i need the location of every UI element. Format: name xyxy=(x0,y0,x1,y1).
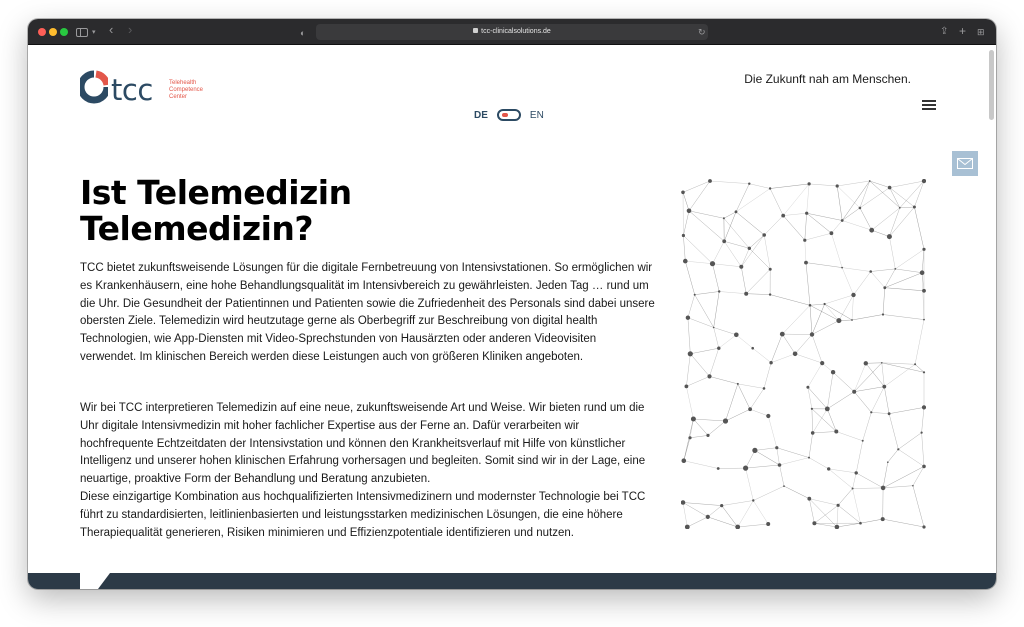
network-illustration xyxy=(681,179,926,529)
web-page xyxy=(28,46,996,589)
shield-icon[interactable]: ◐ xyxy=(300,28,306,38)
sidebar-icon[interactable] xyxy=(76,28,88,37)
language-toggle[interactable] xyxy=(497,109,521,121)
mail-icon xyxy=(957,158,973,169)
plus-icon[interactable]: + xyxy=(959,24,967,38)
tagline: Die Zukunft nah am Menschen. xyxy=(744,72,911,86)
lang-en-link[interactable]: EN xyxy=(529,109,544,121)
contact-mail-button[interactable] xyxy=(952,151,978,176)
detail-paragraph: Wir bei TCC interpretieren Telemedizin auf eine neue, zukunftsweisende Art und Weise. Wir bieten rund um die Uhr digitale Intensivmedizin mit hoher fachlicher Expertise aus der Ferne an. Dafür verarbeiten wir hochfrequente Echtzeitdaten der Intensivstation und können den Krankheitsverlauf mit Hilfe von künstlicher Intelligenz und unserer hohen klinischen Erfahrung vorhersagen und begleiten. Somit sind wir in der Lage, eine neuartige, proaktive Form der Behandlung und Beratung anzubieten. Diese einzigartige Kombination aus hochqualifizierten Intensivmedizinern und modernster Technologie bei TCC führt zu standardisierten, leitlinienbasierten und leistungsstarken medizinischen Lösungen, die eine höhere Therapiequalität generieren, Risiken minimieren und Effizienzpotentiale identifizieren und nutzen. xyxy=(80,402,646,539)
back-icon[interactable]: ‹ xyxy=(109,22,114,37)
footer-band xyxy=(28,573,996,589)
browser-titlebar xyxy=(28,19,996,45)
intro-paragraph: TCC bietet zukunftsweisende Lösungen für die digitale Fernbetreuung von Intensivstationen. So ermöglichen wir es Krankenhäusern, eine hohe Behandlungsqualität im Intensivbereich zu gewährleisten. Jeden Tag … rund um die Uhr. Die Gesundheit der Patientinnen und Patienten sowie die Zufriedenheit des Personals sind dabei unsere obersten Ziele. Telemedizin wird heutzutage gerne als Oberbegriff zur Beschreibung von digital health Technologien, wie App-Diensten mit Video-Sprechstunden von Hausärzten oder anderen Videovisiten verwendet. Im klinischen Bereich werden diese Leistungen auch von größeren Kliniken angeboten. xyxy=(80,262,655,363)
tcc-logo-mark xyxy=(80,70,108,106)
reload-icon[interactable]: ↻ xyxy=(698,27,706,37)
forward-icon[interactable]: › xyxy=(128,22,133,37)
browser-window xyxy=(28,19,996,589)
logo-text: tcc xyxy=(111,73,153,107)
close-window-button[interactable] xyxy=(38,28,46,36)
toggle-knob xyxy=(502,113,508,117)
address-bar[interactable] xyxy=(316,24,708,40)
scrollbar[interactable] xyxy=(989,50,994,120)
menu-icon[interactable] xyxy=(922,100,936,110)
tcc-logo[interactable] xyxy=(80,70,220,110)
lang-de-link[interactable]: DE xyxy=(474,109,488,121)
tabs-grid-icon[interactable]: ⊞ xyxy=(977,27,985,37)
zoom-window-button[interactable] xyxy=(60,28,68,36)
share-icon[interactable]: ⇪ xyxy=(940,26,949,37)
page-title: Ist Telemedizin Telemedizin? xyxy=(80,173,352,248)
minimize-window-button[interactable] xyxy=(49,28,57,36)
language-switcher xyxy=(474,107,544,123)
lock-icon xyxy=(473,28,478,33)
chevron-down-icon[interactable]: ▾ xyxy=(92,29,96,36)
url-text: tcc-clinicalsolutions.de xyxy=(481,28,551,35)
logo-subtitle: Telehealth Competence Center xyxy=(169,80,204,100)
